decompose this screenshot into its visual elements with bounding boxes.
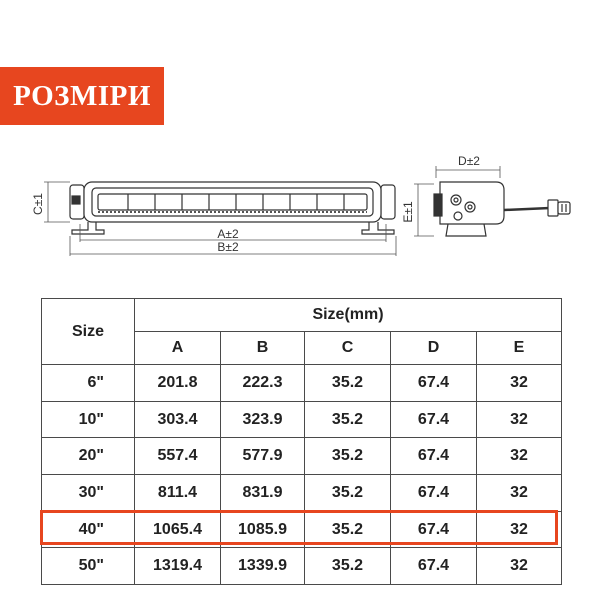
value-cell: 67.4 [391,438,477,475]
column-header-d: D [391,332,477,365]
dimensions-table [41,298,562,585]
value-cell: 67.4 [391,365,477,402]
value-cell: 35.2 [305,365,391,402]
value-cell: 222.3 [221,365,305,402]
table-row [42,365,562,402]
value-cell: 303.4 [135,402,221,438]
value-cell: 32 [477,365,562,402]
dim-label-c: C±1 [31,193,45,215]
dim-label-b: B±2 [217,240,239,254]
value-cell: 35.2 [305,402,391,438]
dimension-drawing [0,150,600,260]
value-cell: 67.4 [391,548,477,585]
value-cell: 32 [477,548,562,585]
value-cell: 67.4 [391,475,477,512]
dim-label-d: D±2 [458,154,480,168]
value-cell: 32 [477,438,562,475]
value-cell: 35.2 [305,475,391,512]
value-cell: 1339.9 [221,548,305,585]
value-cell: 1319.4 [135,548,221,585]
dim-label-a: A±2 [217,227,239,241]
column-header-e: E [477,332,562,365]
light-bar-side-view [434,182,570,236]
size-cell: 20" [42,438,135,475]
size-cell: 30" [42,475,135,512]
table-row [42,475,562,512]
value-cell: 35.2 [305,512,391,548]
size-mm-header: Size(mm) [135,299,562,332]
value-cell: 201.8 [135,365,221,402]
size-cell: 10" [42,402,135,438]
size-cell: 6" [42,365,135,402]
column-header-b: B [221,332,305,365]
title-badge [0,67,164,125]
value-cell: 67.4 [391,512,477,548]
value-cell: 577.9 [221,438,305,475]
title-badge-label: РОЗМІРИ [13,79,151,112]
value-cell: 811.4 [135,475,221,512]
value-cell: 1065.4 [135,512,221,548]
size-header: Size [42,299,135,365]
value-cell: 35.2 [305,438,391,475]
value-cell: 67.4 [391,402,477,438]
value-cell: 323.9 [221,402,305,438]
value-cell: 32 [477,402,562,438]
value-cell: 32 [477,475,562,512]
size-cell: 40" [42,512,135,548]
value-cell: 831.9 [221,475,305,512]
table-row [42,438,562,475]
value-cell: 32 [477,512,562,548]
table-row [42,402,562,438]
value-cell: 557.4 [135,438,221,475]
table-row [42,548,562,585]
table-row-highlighted [42,512,562,548]
column-header-a: A [135,332,221,365]
dim-label-e: E±1 [401,201,415,223]
value-cell: 35.2 [305,548,391,585]
column-header-c: C [305,332,391,365]
size-cell: 50" [42,548,135,585]
value-cell: 1085.9 [221,512,305,548]
